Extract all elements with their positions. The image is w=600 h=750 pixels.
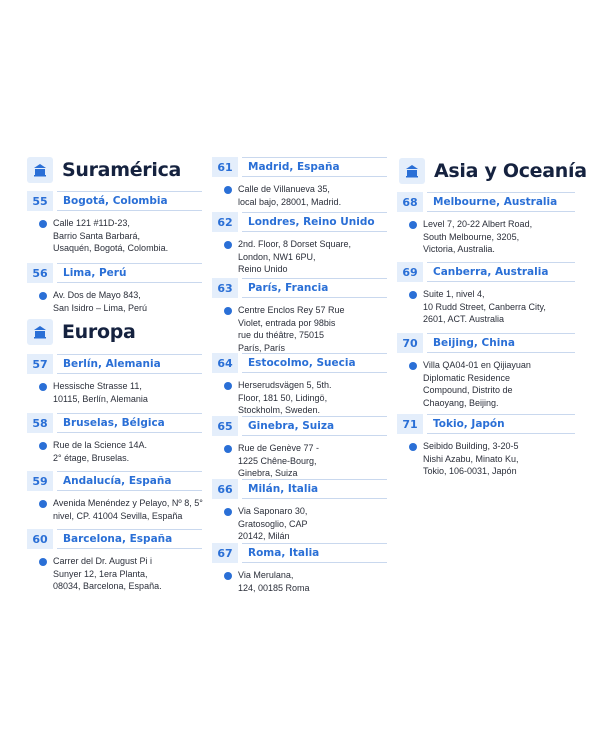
office-number: 55 [27, 191, 53, 211]
office-address: Carrer del Dr. August Pi i Sunyer 12, 1era Planta, 08034, Barcelona, España. [53, 556, 162, 591]
bullet-dot-icon [224, 508, 232, 516]
region-header-asia-oceania [399, 158, 587, 184]
office-name: Madrid, España [242, 157, 387, 177]
office-address: Centre Enclos Rey 57 Rue Violet, entrada por 98bis rue du théâtre, 75015 París, París [238, 305, 345, 353]
office-58 [27, 413, 202, 464]
office-address: Via Saponaro 30, Gratosoglio, CAP 20142, Milán [238, 506, 308, 541]
office-address: Calle de Villanueva 35, local bajo, 28001, Madrid. [238, 184, 342, 207]
bullet-dot-icon [224, 445, 232, 453]
office-address: Level 7, 20-22 Albert Road, South Melbourne, 3205, Victoria, Australia. [423, 219, 533, 254]
office-name: Londres, Reino Unido [242, 212, 387, 232]
bullet-dot-icon [409, 221, 417, 229]
bullet-dot-icon [409, 443, 417, 451]
office-name: Berlín, Alemania [57, 354, 202, 374]
office-name: Bogotá, Colombia [57, 191, 202, 211]
office-70 [397, 333, 575, 409]
office-number: 65 [212, 416, 238, 436]
office-name: Estocolmo, Suecia [242, 353, 387, 373]
bullet-dot-icon [39, 500, 47, 508]
office-number: 61 [212, 157, 238, 177]
office-number: 68 [397, 192, 423, 212]
office-address: Herserudsvägen 5, 5th. Floor, 181 50, Lidingö, Stockholm, Sweden. [238, 380, 332, 415]
region-header-suramerica [27, 157, 181, 183]
office-69 [397, 262, 575, 326]
office-number: 63 [212, 278, 238, 298]
office-number: 58 [27, 413, 53, 433]
bullet-dot-icon [224, 307, 232, 315]
bullet-dot-icon [224, 241, 232, 249]
office-59 [27, 471, 202, 522]
bullet-dot-icon [39, 220, 47, 228]
office-address: Seibido Building, 3-20-5 Nishi Azabu, Minato Ku, Tokio, 106-0031, Japón [423, 441, 519, 476]
office-60 [27, 529, 202, 593]
bullet-dot-icon [39, 383, 47, 391]
bullet-dot-icon [409, 362, 417, 370]
office-name: Tokio, Japón [427, 414, 575, 434]
bullet-dot-icon [224, 572, 232, 580]
office-number: 56 [27, 263, 53, 283]
office-address: Rue de la Science 14A. 2° étage, Bruselas. [53, 440, 148, 463]
office-61 [212, 157, 387, 208]
office-address: Via Merulana, 124, 00185 Roma [238, 570, 310, 593]
region-header-europa [27, 319, 136, 345]
office-name: Beijing, China [427, 333, 575, 353]
office-number: 59 [27, 471, 53, 491]
office-address: Calle 121 #11D-23, Barrio Santa Barbará, Usaquén, Bogotá, Colombia. [53, 218, 169, 253]
office-address: Villa QA04-01 en Qijiayuan Diplomatic Residence Compound, Distrito de Chaoyang, Beijing. [423, 360, 531, 408]
bullet-dot-icon [39, 558, 47, 566]
office-56 [27, 263, 202, 314]
bullet-dot-icon [224, 186, 232, 194]
office-number: 67 [212, 543, 238, 563]
office-number: 60 [27, 529, 53, 549]
office-name: Canberra, Australia [427, 262, 575, 282]
office-name: Ginebra, Suiza [242, 416, 387, 436]
office-name: Bruselas, Bélgica [57, 413, 202, 433]
office-name: Melbourne, Australia [427, 192, 575, 212]
office-55 [27, 191, 202, 255]
office-address: Avenida Menéndez y Pelayo, Nº 8, 5° nivel, CP. 41004 Sevilla, España [53, 498, 203, 521]
office-name: Lima, Perú [57, 263, 202, 283]
office-number: 69 [397, 262, 423, 282]
office-address: Av. Dos de Mayo 843, San Isidro – Lima, Perú [53, 290, 148, 313]
office-64 [212, 353, 387, 417]
bank-building-icon [27, 319, 53, 345]
office-57 [27, 354, 202, 405]
bullet-dot-icon [224, 382, 232, 390]
office-71 [397, 414, 575, 478]
region-title: Europa [62, 321, 136, 343]
bullet-dot-icon [39, 442, 47, 450]
bullet-dot-icon [39, 292, 47, 300]
office-number: 70 [397, 333, 423, 353]
office-62 [212, 212, 387, 276]
office-name: Roma, Italia [242, 543, 387, 563]
region-title: Asia y Oceanía [434, 160, 587, 182]
bank-building-icon [399, 158, 425, 184]
office-name: París, Francia [242, 278, 387, 298]
office-63 [212, 278, 387, 354]
bullet-dot-icon [409, 291, 417, 299]
office-address: Hessische Strasse 11, 10115, Berlín, Alemania [53, 381, 148, 404]
office-65 [212, 416, 387, 480]
office-address: 2nd. Floor, 8 Dorset Square, London, NW1 6PU, Reino Unido [238, 239, 352, 274]
office-name: Andalucía, España [57, 471, 202, 491]
bank-building-icon [27, 157, 53, 183]
office-67 [212, 543, 387, 594]
office-number: 64 [212, 353, 238, 373]
office-name: Barcelona, España [57, 529, 202, 549]
office-name: Milán, Italia [242, 479, 387, 499]
office-number: 57 [27, 354, 53, 374]
office-address: Suite 1, nivel 4, 10 Rudd Street, Canberra City, 2601, ACT. Australia [423, 289, 546, 324]
office-number: 66 [212, 479, 238, 499]
region-title: Suramérica [62, 159, 182, 181]
office-68 [397, 192, 575, 256]
office-address: Rue de Genève 77 - 1225 Chêne-Bourg, Ginebra, Suiza [238, 443, 320, 478]
office-66 [212, 479, 387, 543]
office-number: 71 [397, 414, 423, 434]
office-number: 62 [212, 212, 238, 232]
